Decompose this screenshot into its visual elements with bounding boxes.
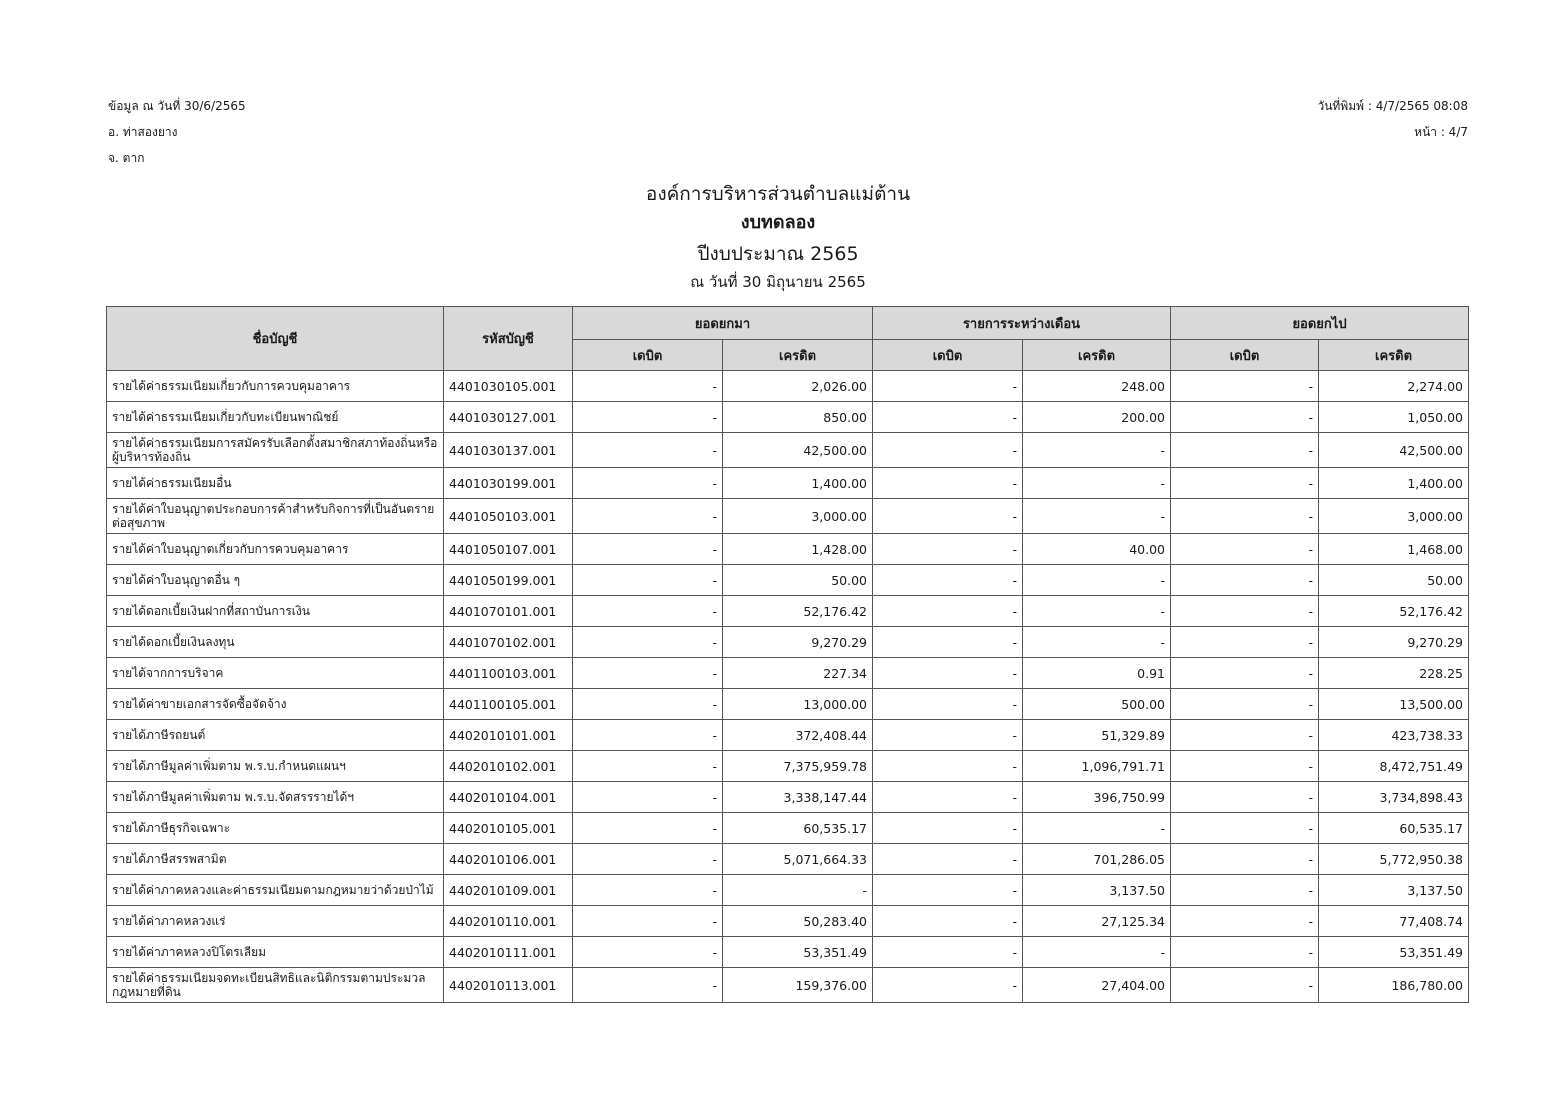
month-debit: - (873, 534, 1023, 565)
month-debit: - (873, 433, 1023, 468)
cf-credit: 228.25 (1319, 658, 1469, 689)
bf-credit: 2,026.00 (723, 371, 873, 402)
col-header-credit: เครดิต (1319, 340, 1469, 371)
month-credit: 1,096,791.71 (1023, 751, 1171, 782)
month-credit: 27,404.00 (1023, 968, 1171, 1003)
bf-credit: 850.00 (723, 402, 873, 433)
table-row (107, 468, 1469, 499)
col-header-credit: เครดิต (1023, 340, 1171, 371)
table-row (107, 875, 1469, 906)
month-debit: - (873, 937, 1023, 968)
cf-credit: 186,780.00 (1319, 968, 1469, 1003)
account-code: 4402010111.001 (444, 937, 573, 968)
report-name: งบทดลอง (740, 212, 816, 233)
cf-credit: 13,500.00 (1319, 689, 1469, 720)
bf-debit: - (573, 371, 723, 402)
bf-debit: - (573, 906, 723, 937)
fiscal-year: ปีงบประมาณ 2565 (697, 243, 859, 265)
cf-debit: - (1171, 782, 1319, 813)
col-header-account-code: รหัสบัญชี (444, 307, 573, 371)
account-code: 4401050107.001 (444, 534, 573, 565)
month-credit: 500.00 (1023, 689, 1171, 720)
cf-debit: - (1171, 813, 1319, 844)
month-debit: - (873, 565, 1023, 596)
month-debit: - (873, 689, 1023, 720)
account-name: รายได้ภาษีรถยนต์ (107, 720, 444, 751)
table-row (107, 782, 1469, 813)
account-name: รายได้ค่าขายเอกสารจัดซื้อจัดจ้าง (107, 689, 444, 720)
table-row (107, 751, 1469, 782)
bf-credit: 1,428.00 (723, 534, 873, 565)
cf-debit: - (1171, 402, 1319, 433)
month-debit: - (873, 402, 1023, 433)
month-credit: - (1023, 813, 1171, 844)
page-number: หน้า : 4/7 (1414, 125, 1468, 139)
table-row (107, 402, 1469, 433)
cf-credit: 8,472,751.49 (1319, 751, 1469, 782)
cf-credit: 53,351.49 (1319, 937, 1469, 968)
month-debit: - (873, 968, 1023, 1003)
bf-credit: 53,351.49 (723, 937, 873, 968)
table-row (107, 720, 1469, 751)
trial-balance-table (106, 306, 1469, 1003)
cf-credit: 3,137.50 (1319, 875, 1469, 906)
cf-debit: - (1171, 844, 1319, 875)
account-name: รายได้ค่าใบอนุญาตอื่น ๆ (107, 565, 444, 596)
bf-credit: 50,283.40 (723, 906, 873, 937)
account-name: รายได้ค่าภาคหลวงปิโตรเลียม (107, 937, 444, 968)
month-credit: - (1023, 499, 1171, 534)
table-row (107, 906, 1469, 937)
month-credit: 200.00 (1023, 402, 1171, 433)
month-debit: - (873, 720, 1023, 751)
month-debit: - (873, 875, 1023, 906)
cf-credit: 1,400.00 (1319, 468, 1469, 499)
table-row (107, 596, 1469, 627)
as-of-date: ณ วันที่ 30 มิถุนายน 2565 (690, 273, 866, 291)
account-name: รายได้ค่าธรรมเนียมเกี่ยวกับทะเบียนพาณิชย์ (107, 402, 444, 433)
cf-debit: - (1171, 534, 1319, 565)
month-credit: 248.00 (1023, 371, 1171, 402)
account-name: รายได้จากการบริจาค (107, 658, 444, 689)
bf-credit: 5,071,664.33 (723, 844, 873, 875)
account-code: 4402010101.001 (444, 720, 573, 751)
col-header-carried-forward: ยอดยกไป (1171, 307, 1469, 340)
cf-credit: 52,176.42 (1319, 596, 1469, 627)
bf-credit: 60,535.17 (723, 813, 873, 844)
month-debit: - (873, 499, 1023, 534)
account-code: 4401030127.001 (444, 402, 573, 433)
header-left (108, 94, 246, 172)
bf-debit: - (573, 844, 723, 875)
account-code: 4401050103.001 (444, 499, 573, 534)
table-row (107, 937, 1469, 968)
bf-credit: 50.00 (723, 565, 873, 596)
month-credit: 0.91 (1023, 658, 1171, 689)
table-row (107, 565, 1469, 596)
month-credit: 701,286.05 (1023, 844, 1171, 875)
cf-debit: - (1171, 968, 1319, 1003)
bf-debit: - (573, 534, 723, 565)
month-credit: - (1023, 937, 1171, 968)
account-code: 4401030105.001 (444, 371, 573, 402)
bf-debit: - (573, 720, 723, 751)
month-credit: - (1023, 565, 1171, 596)
cf-debit: - (1171, 499, 1319, 534)
bf-credit: 42,500.00 (723, 433, 873, 468)
account-code: 4401030137.001 (444, 433, 573, 468)
bf-credit: 3,000.00 (723, 499, 873, 534)
col-header-during-month: รายการระหว่างเดือน (873, 307, 1171, 340)
table-row (107, 844, 1469, 875)
bf-credit: 372,408.44 (723, 720, 873, 751)
cf-credit: 3,000.00 (1319, 499, 1469, 534)
month-debit: - (873, 658, 1023, 689)
month-debit: - (873, 627, 1023, 658)
table-row (107, 499, 1469, 534)
account-name: รายได้ค่าธรรมเนียมเกี่ยวกับการควบคุมอาคาร (107, 371, 444, 402)
bf-debit: - (573, 751, 723, 782)
month-debit: - (873, 596, 1023, 627)
bf-debit: - (573, 433, 723, 468)
month-credit: - (1023, 433, 1171, 468)
account-code: 4402010102.001 (444, 751, 573, 782)
cf-debit: - (1171, 371, 1319, 402)
account-name: รายได้ค่าภาคหลวงแร่ (107, 906, 444, 937)
bf-debit: - (573, 468, 723, 499)
bf-credit: 227.34 (723, 658, 873, 689)
data-date: ข้อมูล ณ วันที่ 30/6/2565 (108, 99, 246, 113)
col-header-debit: เดบิต (1171, 340, 1319, 371)
account-code: 4401100103.001 (444, 658, 573, 689)
cf-debit: - (1171, 937, 1319, 968)
account-name: รายได้ค่าธรรมเนียมจดทะเบียนสิทธิและนิติกรรมตามประมวลกฎหมายที่ดิน (107, 968, 444, 1003)
print-date: วันที่พิมพ์ : 4/7/2565 08:08 (1317, 99, 1468, 113)
account-code: 4401050199.001 (444, 565, 573, 596)
bf-credit: 13,000.00 (723, 689, 873, 720)
cf-debit: - (1171, 658, 1319, 689)
account-code: 4401030199.001 (444, 468, 573, 499)
account-code: 4402010110.001 (444, 906, 573, 937)
account-name: รายได้ดอกเบี้ยเงินฝากที่สถาบันการเงิน (107, 596, 444, 627)
cf-credit: 9,270.29 (1319, 627, 1469, 658)
bf-debit: - (573, 658, 723, 689)
cf-debit: - (1171, 596, 1319, 627)
cf-credit: 1,468.00 (1319, 534, 1469, 565)
cf-credit: 42,500.00 (1319, 433, 1469, 468)
account-name: รายได้ภาษีสรรพสามิต (107, 844, 444, 875)
month-debit: - (873, 906, 1023, 937)
account-name: รายได้ภาษีมูลค่าเพิ่มตาม พ.ร.บ.จัดสรรรายได้ฯ (107, 782, 444, 813)
table-row (107, 968, 1469, 1003)
month-credit: 396,750.99 (1023, 782, 1171, 813)
table-row (107, 658, 1469, 689)
account-code: 4402010105.001 (444, 813, 573, 844)
month-credit: 3,137.50 (1023, 875, 1171, 906)
month-debit: - (873, 844, 1023, 875)
table-row (107, 627, 1469, 658)
bf-debit: - (573, 402, 723, 433)
bf-credit: - (723, 875, 873, 906)
table-row (107, 433, 1469, 468)
account-name: รายได้ดอกเบี้ยเงินลงทุน (107, 627, 444, 658)
month-credit: 27,125.34 (1023, 906, 1171, 937)
table-row (107, 371, 1469, 402)
month-credit: 51,329.89 (1023, 720, 1171, 751)
cf-debit: - (1171, 875, 1319, 906)
province: จ. ตาก (108, 151, 145, 165)
bf-debit: - (573, 782, 723, 813)
organization-name: องค์การบริหารส่วนตำบลแม่ต้าน (645, 183, 911, 205)
bf-credit: 7,375,959.78 (723, 751, 873, 782)
cf-credit: 50.00 (1319, 565, 1469, 596)
cf-credit: 2,274.00 (1319, 371, 1469, 402)
cf-credit: 77,408.74 (1319, 906, 1469, 937)
account-code: 4401100105.001 (444, 689, 573, 720)
month-debit: - (873, 468, 1023, 499)
bf-credit: 3,338,147.44 (723, 782, 873, 813)
month-credit: - (1023, 596, 1171, 627)
month-debit: - (873, 813, 1023, 844)
cf-debit: - (1171, 627, 1319, 658)
cf-credit: 1,050.00 (1319, 402, 1469, 433)
account-name: รายได้ค่าธรรมเนียมการสมัครรับเลือกตั้งสมาชิกสภาท้องถิ่นหรือผู้บริหารท้องถิ่น (107, 433, 444, 468)
account-code: 4401070101.001 (444, 596, 573, 627)
account-name: รายได้ค่าธรรมเนียมอื่น (107, 468, 444, 499)
col-header-debit: เดบิต (873, 340, 1023, 371)
cf-debit: - (1171, 689, 1319, 720)
account-code: 4402010104.001 (444, 782, 573, 813)
col-header-credit: เครดิต (723, 340, 873, 371)
account-name: รายได้ค่าใบอนุญาตประกอบการค้าสำหรับกิจการที่เป็นอันตรายต่อสุขภาพ (107, 499, 444, 534)
cf-debit: - (1171, 720, 1319, 751)
cf-debit: - (1171, 468, 1319, 499)
bf-debit: - (573, 689, 723, 720)
district: อ. ท่าสองยาง (108, 125, 178, 139)
cf-credit: 423,738.33 (1319, 720, 1469, 751)
month-credit: - (1023, 627, 1171, 658)
month-credit: 40.00 (1023, 534, 1171, 565)
bf-debit: - (573, 813, 723, 844)
bf-credit: 1,400.00 (723, 468, 873, 499)
report-title-block (0, 180, 1556, 294)
table-row (107, 689, 1469, 720)
cf-debit: - (1171, 751, 1319, 782)
table-row (107, 813, 1469, 844)
bf-debit: - (573, 875, 723, 906)
account-code: 4402010106.001 (444, 844, 573, 875)
cf-credit: 60,535.17 (1319, 813, 1469, 844)
cf-credit: 5,772,950.38 (1319, 844, 1469, 875)
cf-credit: 3,734,898.43 (1319, 782, 1469, 813)
cf-debit: - (1171, 906, 1319, 937)
month-debit: - (873, 751, 1023, 782)
month-credit: - (1023, 468, 1171, 499)
bf-credit: 9,270.29 (723, 627, 873, 658)
cf-debit: - (1171, 433, 1319, 468)
account-code: 4402010109.001 (444, 875, 573, 906)
bf-debit: - (573, 565, 723, 596)
bf-debit: - (573, 937, 723, 968)
account-name: รายได้ภาษีธุรกิจเฉพาะ (107, 813, 444, 844)
table-row (107, 534, 1469, 565)
account-name: รายได้ค่าใบอนุญาตเกี่ยวกับการควบคุมอาคาร (107, 534, 444, 565)
bf-debit: - (573, 499, 723, 534)
col-header-brought-forward: ยอดยกมา (573, 307, 873, 340)
cf-debit: - (1171, 565, 1319, 596)
col-header-debit: เดบิต (573, 340, 723, 371)
col-header-account-name: ชื่อบัญชี (107, 307, 444, 371)
bf-credit: 159,376.00 (723, 968, 873, 1003)
month-debit: - (873, 371, 1023, 402)
month-debit: - (873, 782, 1023, 813)
bf-debit: - (573, 627, 723, 658)
account-name: รายได้ภาษีมูลค่าเพิ่มตาม พ.ร.บ.กำหนดแผนฯ (107, 751, 444, 782)
bf-debit: - (573, 596, 723, 627)
account-code: 4402010113.001 (444, 968, 573, 1003)
account-code: 4401070102.001 (444, 627, 573, 658)
account-name: รายได้ค่าภาคหลวงและค่าธรรมเนียมตามกฎหมายว่าด้วยป่าไม้ (107, 875, 444, 906)
bf-debit: - (573, 968, 723, 1003)
bf-credit: 52,176.42 (723, 596, 873, 627)
header-right (1317, 94, 1468, 146)
